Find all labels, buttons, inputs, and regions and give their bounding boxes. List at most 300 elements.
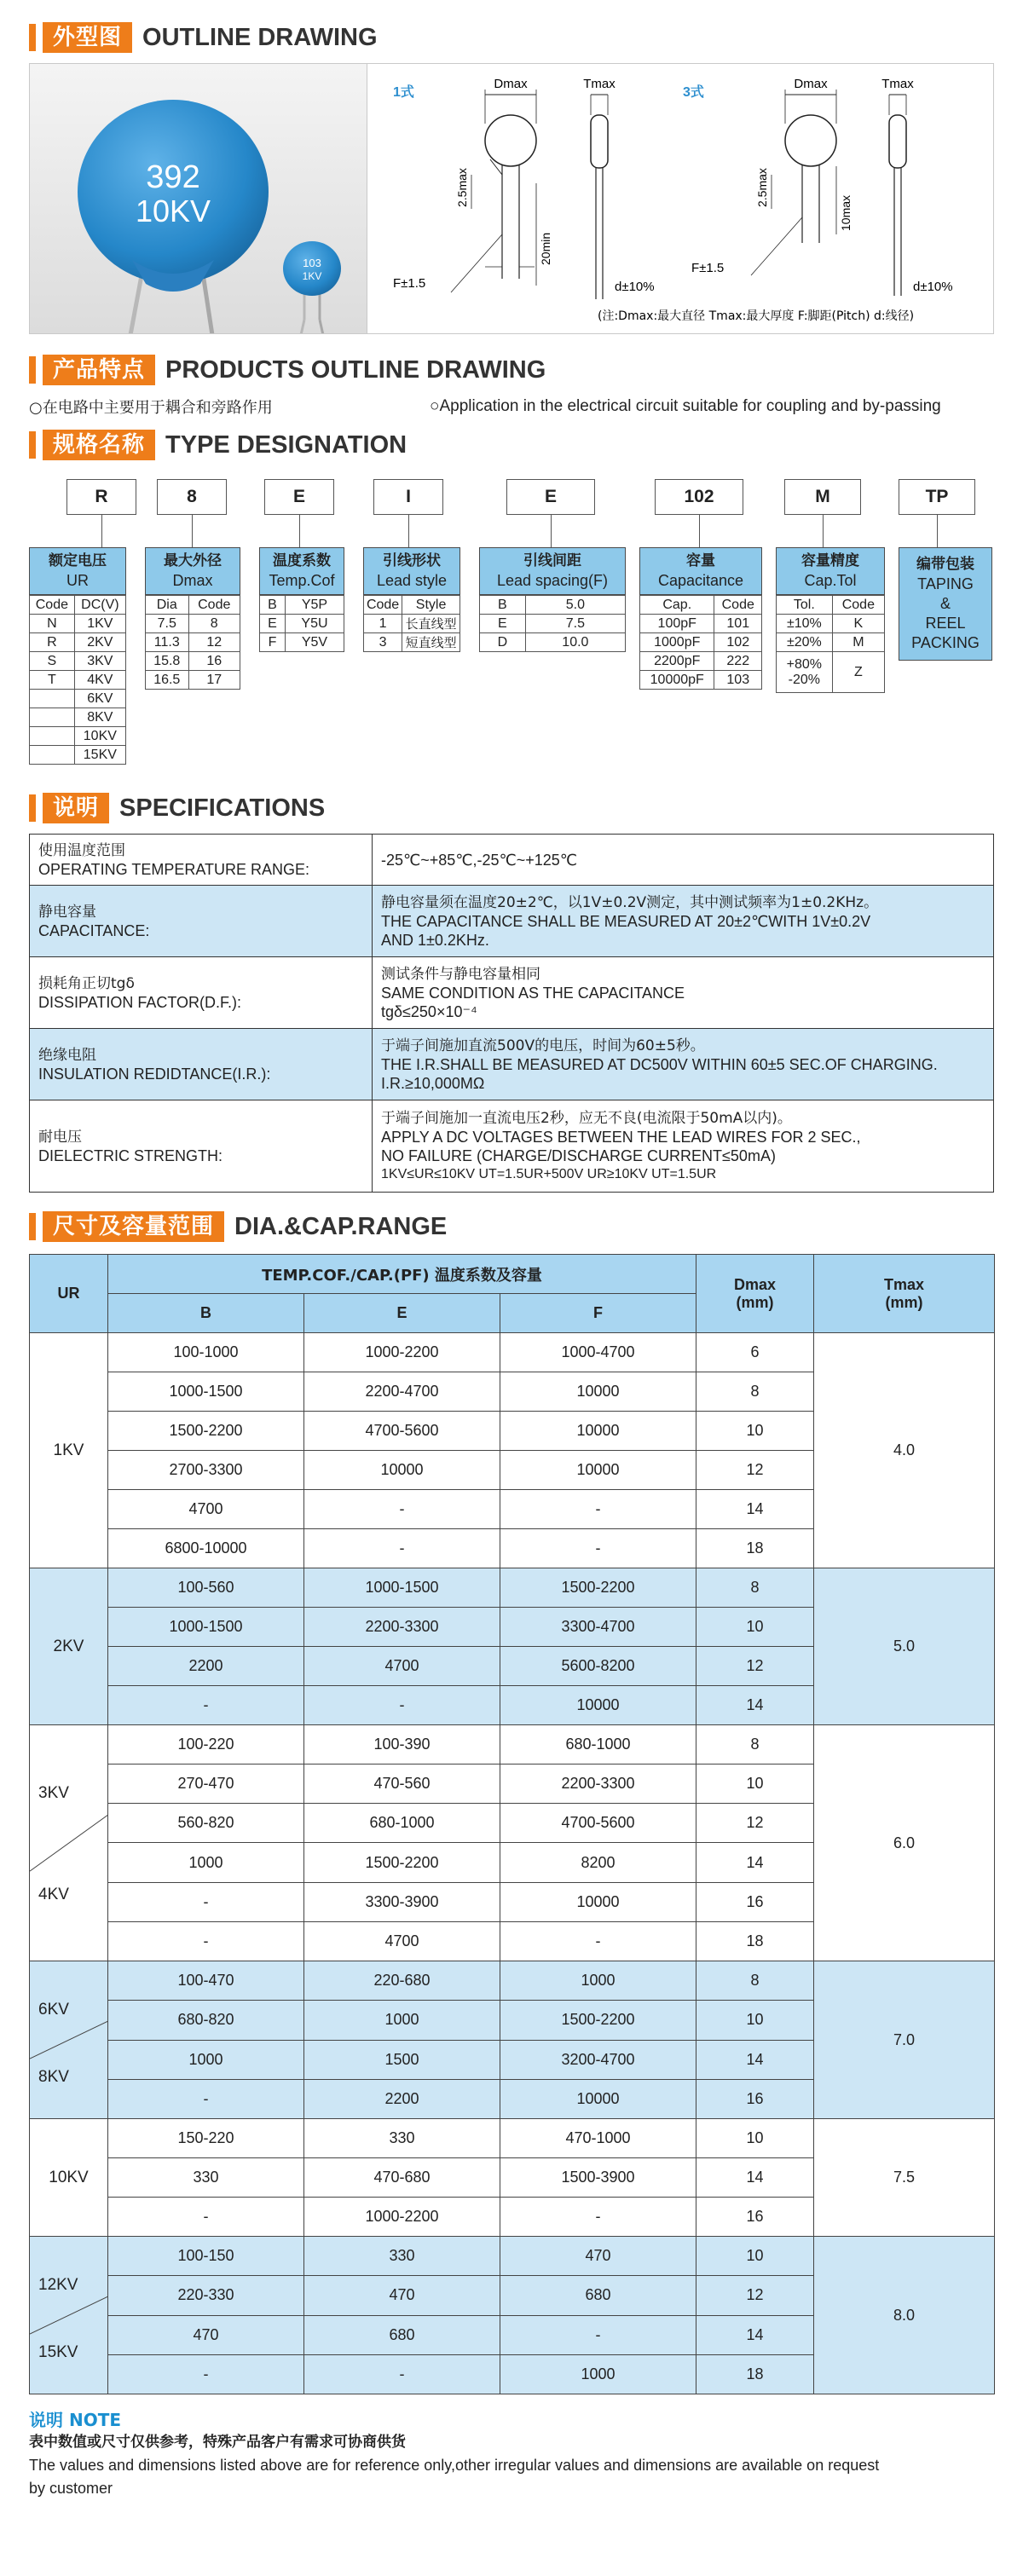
cap-cell: 1000-1500 [108, 1372, 304, 1412]
spec-value-line: SAME CONDITION AS THE CAPACITANCE [381, 984, 685, 1002]
tempcof-title-en: Temp.Cof [269, 572, 335, 589]
spec-row [30, 886, 994, 957]
range-row [30, 1333, 995, 1372]
cap-cell: 1500-3900 [500, 2158, 696, 2198]
spec-row [30, 1100, 994, 1193]
cell: B [480, 596, 526, 615]
capacitor-illustration [30, 64, 367, 333]
dmax-cell: 18 [696, 2354, 814, 2394]
code-box-voltage: R [66, 479, 136, 515]
cap-cell: 4700 [108, 1490, 304, 1529]
style3-tmax-label: Tmax [881, 77, 914, 91]
cell: 102 [714, 633, 762, 652]
voltage-cell [30, 1961, 108, 2119]
cell: 16 [188, 652, 240, 671]
voltage-cell: 2KV [30, 1568, 108, 1725]
cap-cell: 220-680 [304, 1961, 500, 2001]
col-header: Cap. [640, 596, 714, 615]
voltage-cell: 10KV [30, 2119, 108, 2237]
dmax-cell: 16 [696, 2198, 814, 2237]
style1-pitch-label: F±1.5 [393, 276, 426, 291]
cap-cell: 470 [304, 2276, 500, 2315]
tempcof-header [259, 547, 344, 595]
voltage-block [29, 547, 126, 765]
cap-cell: - [108, 1686, 304, 1725]
features-section-header [29, 351, 994, 389]
taping-line: PACKING [911, 634, 980, 651]
cap-cell: 1500-2200 [304, 1843, 500, 1882]
note-title: 说明 NOTE [29, 2410, 122, 2430]
spec-value-line: 静电容量须在温度20±2℃，以1V±0.2V测定，其中测试频率为1±0.2KHz。 [381, 893, 879, 911]
section-title-en: DIA.&CAP.RANGE [234, 1212, 448, 1240]
cap-cell: 470-560 [304, 1765, 500, 1804]
feature-cn: ○在电路中主要用于耦合和旁路作用 [29, 399, 273, 417]
voltage-title-cn: 额定电压 [49, 552, 107, 569]
dia-title-cn: 最大外径 [164, 552, 222, 569]
section-title-en: PRODUCTS OUTLINE DRAWING [165, 355, 546, 384]
cap-cell: 10000 [500, 1686, 696, 1725]
cell: 3 [364, 633, 402, 652]
leadstyle-header [363, 547, 460, 595]
tmax-cell: 7.0 [814, 1961, 995, 2119]
voltage-cell [30, 2237, 108, 2394]
cap-cell: 3300-4700 [500, 1608, 696, 1647]
leadstyle-table [363, 595, 460, 652]
voltage-cell: 1KV [30, 1333, 108, 1568]
spec-label [30, 1100, 373, 1193]
spec-label-en: OPERATING TEMPERATURE RANGE: [38, 860, 310, 878]
dmax-cell: 12 [696, 1804, 814, 1843]
dimension-drawing [367, 64, 993, 333]
capacitance-header [639, 547, 762, 595]
cell: 10KV [74, 727, 125, 746]
cap-cell: 100-390 [304, 1725, 500, 1765]
spec-label-cn: 静电容量 [38, 903, 96, 921]
drawing-note: (注:Dmax:最大直径 Tmax:最大厚度 F:脚距(Pitch) d:线径) [598, 309, 915, 323]
section-title-cn: 尺寸及容量范围 [43, 1211, 224, 1242]
cell: F [260, 633, 286, 652]
spec-value-line: AND 1±0.2KHz. [381, 931, 489, 949]
cap-cell: 1000 [500, 2354, 696, 2394]
captol-title-en: Cap.Tol [804, 572, 857, 589]
dmax-cell: 10 [696, 1412, 814, 1451]
cap-cell: 8200 [500, 1843, 696, 1882]
cell [30, 690, 75, 708]
datasheet-page [0, 19, 1023, 2576]
leadspacing-table [479, 595, 626, 652]
cap-cell: 5600-8200 [500, 1647, 696, 1686]
cap-cell: - [108, 2079, 304, 2118]
style1-lead-length-label: 20min [539, 232, 552, 265]
dmax-cell: 12 [696, 2276, 814, 2315]
cap-cell: 1000-2200 [304, 2198, 500, 2237]
cap-cell: 330 [304, 2237, 500, 2276]
cap-cell: 100-220 [108, 1725, 304, 1765]
code-box-captol: M [784, 479, 861, 515]
cell: Y5P [285, 596, 344, 615]
taping-header [899, 547, 992, 661]
cell: 8KV [74, 708, 125, 727]
spec-value-line: THE CAPACITANCE SHALL BE MEASURED AT 20±2℃WITH 1V±0.2V [381, 912, 871, 930]
dmax-cell: 16 [696, 1882, 814, 1921]
dmax-cell: 14 [696, 1843, 814, 1882]
tmax-cell: 5.0 [814, 1568, 995, 1725]
style1-lead-height-label: 2.5max [455, 168, 469, 207]
cap-cell: - [304, 1529, 500, 1568]
section-accent-bar [29, 24, 36, 51]
section-title-cn: 说明 [43, 793, 109, 823]
cap-cell: 1000 [500, 1961, 696, 2001]
cap-cell: 1000-1500 [304, 1568, 500, 1608]
cap-title-cn: 容量 [686, 552, 715, 569]
cap-cell: 4700 [304, 1921, 500, 1961]
cell: ±10% [777, 615, 833, 633]
section-accent-bar [29, 1213, 36, 1240]
spec-value [373, 1100, 994, 1193]
cap-cell: - [108, 2198, 304, 2237]
cell [30, 746, 75, 765]
dmax-cell: 14 [696, 2158, 814, 2198]
cap-cell: 10000 [304, 1451, 500, 1490]
taping-line: REEL [925, 615, 966, 632]
section-title-cn: 规格名称 [43, 430, 155, 460]
cap-title-en: Capacitance [657, 572, 744, 589]
header-dmax [696, 1255, 814, 1333]
cell: 8 [188, 615, 240, 633]
spec-value [373, 835, 994, 886]
spec-row [30, 835, 994, 886]
feature-en: ○Application in the electrical circuit suitable for coupling and by-passing [430, 397, 941, 415]
type-designation [29, 467, 994, 783]
cap-cell: 2200-3300 [304, 1608, 500, 1647]
style1-lead-dia-label: d±10% [615, 280, 655, 294]
leadspacing-header [479, 547, 626, 595]
cell: E [480, 615, 526, 633]
specs-section-header [29, 789, 994, 827]
cell: 3KV [74, 652, 125, 671]
cap-cell: 470 [108, 2315, 304, 2354]
cell: 1 [364, 615, 402, 633]
cap-cell: 680 [500, 2276, 696, 2315]
dmax-cell: 14 [696, 2040, 814, 2079]
voltage-title-en: UR [66, 572, 89, 589]
spec-label [30, 835, 373, 886]
spec-label-en: INSULATION REDIDTANCE(I.R.): [38, 1065, 271, 1083]
captol-header [776, 547, 885, 595]
cap-cell: 1500-2200 [500, 2001, 696, 2040]
range-row [30, 1725, 995, 1765]
col-header: Tol. [777, 596, 833, 615]
dmax-cell: 8 [696, 1568, 814, 1608]
cap-cell: 4700 [304, 1647, 500, 1686]
dmax-cell: 10 [696, 2119, 814, 2158]
cell: S [30, 652, 75, 671]
cell: K [832, 615, 884, 633]
diameter-table [145, 595, 240, 690]
spec-value-line: THE I.R.SHALL BE MEASURED AT DC500V WITHIN 60±5 SEC.OF CHARGING. [381, 1055, 938, 1073]
type-section-header [29, 426, 994, 464]
cell: 222 [714, 652, 762, 671]
cap-cell: 2200 [108, 1647, 304, 1686]
cell: 1000pF [640, 633, 714, 652]
leadstyle-block [363, 547, 460, 652]
tempcof-block [259, 547, 344, 652]
spec-value-line: 于端子间施加直流500V的电压，时间为60±5秒。 [381, 1037, 705, 1054]
dmax-cell: 10 [696, 2237, 814, 2276]
spec-value-line: NO FAILURE (CHARGE/DISCHARGE CURRENT≤50mA) [381, 1146, 776, 1164]
cell: 103 [714, 671, 762, 690]
code-box-capacitance: 102 [655, 479, 743, 515]
spec-label-cn: 损耗角正切tgδ [38, 974, 135, 992]
cap-cell: 470 [500, 2237, 696, 2276]
capacitance-table [639, 595, 762, 690]
cell: 6KV [74, 690, 125, 708]
cap-cell: 680-1000 [500, 1725, 696, 1765]
cap-cell: 2200-3300 [500, 1765, 696, 1804]
cell: Y5U [285, 615, 344, 633]
dmax-cell: 14 [696, 1490, 814, 1529]
spec-label-en: DIELECTRIC STRENGTH: [38, 1146, 223, 1164]
cap-cell: 10000 [500, 1451, 696, 1490]
leadspacing-title-cn: 引线间距 [523, 552, 581, 569]
cap-cell: 10000 [500, 1372, 696, 1412]
spec-value-line: tgδ≤250×10⁻⁴ [381, 1002, 477, 1020]
style-1-label: 1式 [393, 85, 414, 100]
header-b: B [108, 1294, 304, 1333]
cap-cell: - [108, 1921, 304, 1961]
cell: 11.3 [146, 633, 189, 652]
features-row [29, 394, 994, 419]
leadspacing-title-en: Lead spacing(F) [496, 572, 609, 589]
small-cap-marking-2: 1KV [302, 270, 322, 282]
cell: 10.0 [525, 633, 625, 652]
cell: 101 [714, 615, 762, 633]
cap-cell: 1000 [304, 2001, 500, 2040]
cap-cell: - [108, 1882, 304, 1921]
spec-value-line: 1KV≤UR≤10KV UT=1.5UR+500V UR≥10KV UT=1.5UR [381, 1166, 717, 1181]
cap-cell: 270-470 [108, 1765, 304, 1804]
cell: 100pF [640, 615, 714, 633]
cap-cell: 680-1000 [304, 1804, 500, 1843]
voltage-divider [30, 1961, 108, 2118]
cell: 12 [188, 633, 240, 652]
cell: E [260, 615, 286, 633]
cell: R [30, 633, 75, 652]
tempcof-title-cn: 温度系数 [273, 552, 331, 569]
cap-cell: 1000 [108, 2040, 304, 2079]
tmax-cell: 6.0 [814, 1725, 995, 1961]
spec-label [30, 1029, 373, 1100]
small-cap-marking-1: 103 [303, 257, 321, 269]
header-temp-group: TEMP.COF./CAP.(PF) 温度系数及容量 [108, 1255, 696, 1294]
col-header: Code [832, 596, 884, 615]
cell: 5.0 [525, 596, 625, 615]
cell: D [480, 633, 526, 652]
cap-cell: 330 [304, 2119, 500, 2158]
section-accent-bar [29, 431, 36, 459]
cap-cell: - [304, 1686, 500, 1725]
voltage-divider [30, 1725, 108, 1961]
code-box-leadspacing: E [506, 479, 595, 515]
cap-cell: 100-470 [108, 1961, 304, 2001]
spec-value [373, 1029, 994, 1100]
cell: N [30, 615, 75, 633]
capacitor-photo [30, 64, 367, 333]
spec-label-en: DISSIPATION FACTOR(D.F.): [38, 993, 242, 1011]
dmax-cell: 8 [696, 1372, 814, 1412]
cap-cell: 6800-10000 [108, 1529, 304, 1568]
style3-lead-height-label: 2.5max [755, 168, 769, 207]
cap-cell: 680 [304, 2315, 500, 2354]
col-header: Code [714, 596, 762, 615]
cap-cell: 470-680 [304, 2158, 500, 2198]
section-accent-bar [29, 356, 36, 384]
cap-cell: - [304, 2354, 500, 2394]
cap-cell: 1000-2200 [304, 1333, 500, 1372]
voltage-label: 4KV [38, 1885, 69, 1903]
leadspacing-block [479, 547, 626, 652]
style3-pitch-label: F±1.5 [691, 261, 725, 275]
spec-value [373, 957, 994, 1029]
cap-cell: 1000-4700 [500, 1333, 696, 1372]
header-dmax-label: Dmax [734, 1275, 777, 1293]
captol-block [776, 547, 885, 693]
outline-drawing-panel [29, 63, 994, 334]
cap-cell: 1000-1500 [108, 1608, 304, 1647]
code-box-leadstyle: I [373, 479, 443, 515]
code-box-tempcof: E [264, 479, 334, 515]
cap-cell: 10000 [500, 1882, 696, 1921]
dmax-cell: 12 [696, 1451, 814, 1490]
cap-cell: 560-820 [108, 1804, 304, 1843]
cap-cell: 330 [108, 2158, 304, 2198]
cap-cell: - [500, 1921, 696, 1961]
note-cn: 表中数值或尺寸仅供参考，特殊产品客户有需求可协商供货 [29, 2434, 406, 2451]
voltage-header [29, 547, 126, 595]
section-title-en: SPECIFICATIONS [119, 794, 326, 822]
voltage-label: 12KV [38, 2276, 78, 2294]
cap-cell: 1000 [108, 1843, 304, 1882]
section-accent-bar [29, 794, 36, 822]
col-header: Code [30, 596, 75, 615]
spec-label-cn: 绝缘电阻 [38, 1046, 96, 1064]
cap-cell: 100-560 [108, 1568, 304, 1608]
tmax-cell: 8.0 [814, 2237, 995, 2394]
spec-value [373, 886, 994, 957]
cell: 7.5 [525, 615, 625, 633]
voltage-divider [30, 2237, 108, 2394]
cap-cell: 3300-3900 [304, 1882, 500, 1921]
header-tmax-unit: (mm) [885, 1293, 923, 1311]
tol-plus: +80% [786, 656, 823, 672]
cap-cell: - [304, 1490, 500, 1529]
outline-section-header [29, 19, 994, 56]
dmax-cell: 18 [696, 1921, 814, 1961]
col-header: Code [364, 596, 402, 615]
code-box-taping: TP [899, 479, 975, 515]
cell: Z [832, 652, 884, 693]
spec-value-line: I.R.≥10,000MΩ [381, 1074, 485, 1092]
cap-cell: - [500, 2198, 696, 2237]
section-title-cn: 产品特点 [43, 355, 155, 385]
voltage-label: 6KV [38, 2001, 69, 2019]
cap-cell: 150-220 [108, 2119, 304, 2158]
leadstyle-title-en: Lead style [376, 572, 448, 589]
cell: T [30, 671, 75, 690]
cell [777, 652, 833, 693]
cap-cell: 1500-2200 [108, 1412, 304, 1451]
dmax-cell: 14 [696, 1686, 814, 1725]
cap-cell: 470-1000 [500, 2119, 696, 2158]
range-section-header [29, 1208, 994, 1245]
cell: B [260, 596, 286, 615]
dmax-cell: 18 [696, 1529, 814, 1568]
spec-value-line: 测试条件与静电容量相同 [381, 965, 540, 983]
tmax-cell: 7.5 [814, 2119, 995, 2237]
cap-cell: - [500, 1529, 696, 1568]
header-tmax [814, 1255, 995, 1333]
divider-line [30, 1815, 108, 1871]
cap-cell: 220-330 [108, 2276, 304, 2315]
dmax-cell: 14 [696, 2315, 814, 2354]
tempcof-table [259, 595, 344, 652]
header-dmax-unit: (mm) [736, 1293, 774, 1311]
cell [30, 708, 75, 727]
spec-label-en: CAPACITANCE: [38, 921, 150, 939]
spec-value-line: -25℃~+85℃,-25℃~+125℃ [381, 851, 577, 869]
cap-cell: 2700-3300 [108, 1451, 304, 1490]
note-en-1: The values and dimensions listed above are for reference only,other irregular values and dimensions are available on request [29, 2457, 880, 2474]
divider-line [30, 2296, 108, 2334]
dmax-cell: 6 [696, 1333, 814, 1372]
cap-cell: 1500-2200 [500, 1568, 696, 1608]
col-header: DC(V) [74, 596, 125, 615]
header-ur: UR [30, 1255, 108, 1333]
style3-lead-dia-label: d±10% [913, 280, 953, 294]
cap-cell: 4700-5600 [500, 1804, 696, 1843]
section-title-cn: 外型图 [43, 22, 132, 53]
spec-label-cn: 耐电压 [38, 1128, 82, 1146]
header-f: F [500, 1294, 696, 1333]
diameter-header [145, 547, 240, 595]
style1-dmax-label: Dmax [494, 77, 528, 91]
range-row [30, 2237, 995, 2276]
cap-cell: 10000 [500, 2079, 696, 2118]
header-e: E [304, 1294, 500, 1333]
range-row [30, 2119, 995, 2158]
big-cap-marking-1: 392 [146, 159, 200, 195]
big-cap-marking-2: 10KV [135, 193, 211, 228]
taping-title-cn: 编带包装 [916, 556, 974, 573]
dmax-cell: 10 [696, 1608, 814, 1647]
cell [30, 727, 75, 746]
dmax-cell: 8 [696, 1725, 814, 1765]
voltage-cell [30, 1725, 108, 1961]
cell: 15KV [74, 746, 125, 765]
cap-cell: - [108, 2354, 304, 2394]
divider-line [30, 2021, 108, 2059]
specifications-table [29, 834, 994, 1193]
cap-cell: 100-1000 [108, 1333, 304, 1372]
style-3-label: 3式 [683, 85, 704, 100]
dmax-cell: 16 [696, 2079, 814, 2118]
cap-cell: 4700-5600 [304, 1412, 500, 1451]
cell: 7.5 [146, 615, 189, 633]
voltage-label: 15KV [38, 2343, 78, 2362]
cell: M [832, 633, 884, 652]
code-box-diameter: 8 [157, 479, 227, 515]
note-en-2: by customer [29, 2480, 113, 2497]
